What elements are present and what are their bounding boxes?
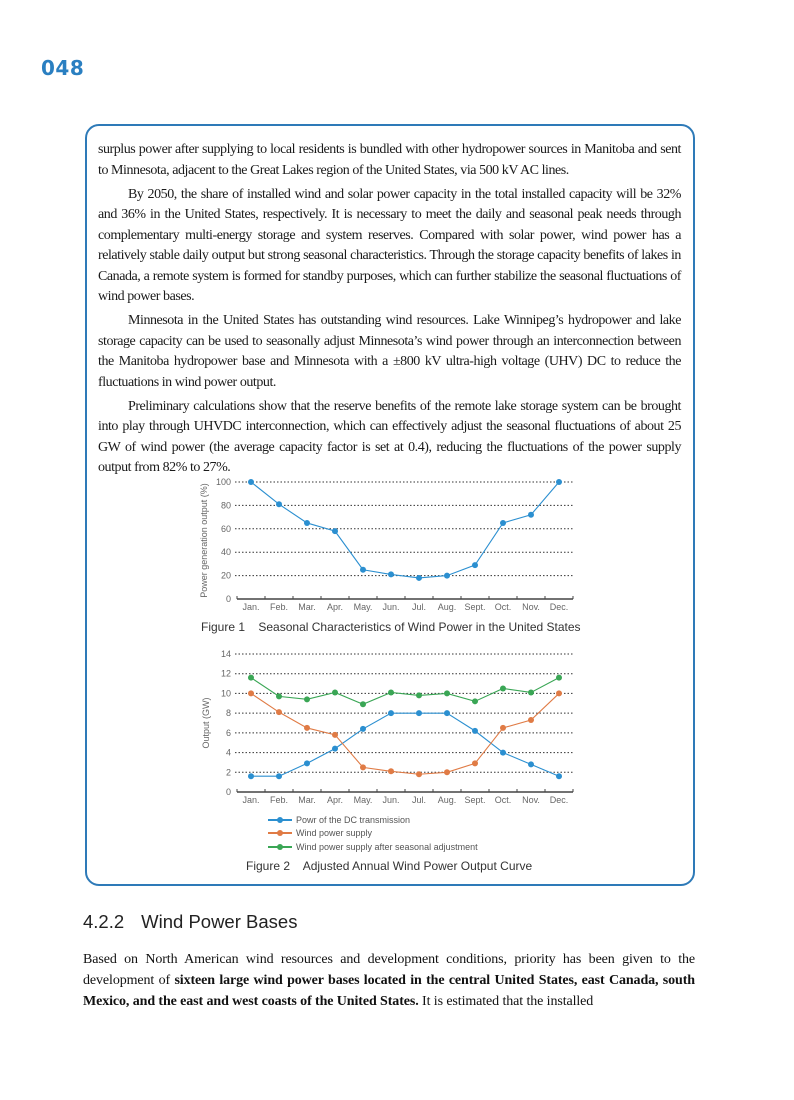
box-body-text (98, 140, 681, 482)
figure-2-caption (246, 859, 532, 873)
data-point (248, 479, 254, 485)
data-point (472, 698, 478, 704)
data-point (248, 675, 254, 681)
legend-line-icon (268, 832, 292, 834)
data-point (500, 750, 506, 756)
paragraph: Minnesota in the United States has outstanding wind resources. Lake Winnipeg’s hydropower and lake storage capacity can be used to seasonally adjust Minnesota’s wind power through an interconnection between the Manitoba hydropower base and Minnesota with a ±800 kV ultra-high voltage (UHV) DC to reduce the fluctuations in wind power output. (98, 313, 681, 390)
section-heading (83, 911, 297, 933)
y-tick-label: 80 (220, 500, 231, 511)
data-point (444, 710, 450, 716)
figure-2-legend (268, 813, 478, 854)
legend-line-icon (268, 846, 292, 848)
y-tick-label: 14 (220, 649, 231, 659)
y-tick-label: 6 (225, 727, 231, 738)
paragraph: Preliminary calculations show that the reserve benefits of the remote lake storage system can be brought into play through UHVDC interconnection, which can effectively adjust the seasonal fluctuations of about 25 GW of wind power (the average capacity factor is set at 0.4), reducing the fluctuations of the power supply output from 82% to 27%. (98, 398, 681, 475)
data-point (556, 479, 562, 485)
series-line (251, 693, 559, 774)
data-point (416, 771, 422, 777)
x-tick-label: Jul. (411, 795, 427, 805)
x-tick-label: Jun. (382, 602, 400, 612)
figure-2-chart (195, 645, 595, 810)
x-tick-label: Aug. (437, 795, 457, 805)
y-tick-label: 4 (225, 747, 231, 758)
figure-1-number: Figure 1 (201, 620, 246, 634)
y-tick-label: 0 (225, 787, 231, 797)
data-point (276, 709, 282, 715)
data-point (276, 693, 282, 699)
data-point (332, 732, 338, 738)
x-tick-label: Feb. (269, 602, 289, 612)
x-tick-label: Jan. (242, 795, 260, 805)
data-point (304, 696, 310, 702)
figure-2-title: Adjusted Annual Wind Power Output Curve (302, 859, 533, 873)
data-point (444, 769, 450, 775)
figure-2-number: Figure 2 (246, 859, 291, 873)
data-point (528, 689, 534, 695)
data-point (500, 686, 506, 692)
series-line (251, 678, 559, 705)
figure-1-title: Seasonal Characteristics of Wind Power in the United States (258, 620, 581, 634)
data-point (444, 690, 450, 696)
data-point (248, 773, 254, 779)
y-tick-label: 20 (220, 570, 231, 581)
y-tick-label: 8 (225, 708, 231, 719)
x-tick-label: Jan. (242, 602, 260, 612)
x-tick-label: Sept. (464, 602, 486, 612)
paragraph: By 2050, the share of installed wind and solar power capacity in the total installed capacity will be 32% and 36% in the United States, respectively. It is necessary to meet the daily and seasonal peak needs through complementary multi-energy storage and system reserves. Compared with solar power, wind power has a relatively stable daily output but strong seasonal characteristics. Through the storage capacity benefits of lakes in Canada, a remote system is formed for standby purposes, which can further stabilize the seasonal fluctuations of wind power bases. (98, 186, 681, 304)
data-point (304, 725, 310, 731)
legend-label: Wind power supply after seasonal adjustment (296, 841, 478, 852)
data-point (556, 773, 562, 779)
data-point (304, 760, 310, 766)
data-point (416, 692, 422, 698)
legend-item (268, 840, 478, 854)
x-tick-label: May. (353, 795, 373, 805)
data-point (360, 726, 366, 732)
y-tick-label: 100 (215, 477, 231, 487)
section-paragraph (83, 949, 695, 1012)
y-tick-label: 12 (220, 668, 231, 679)
section-number: 4.2.2 (83, 911, 125, 932)
x-tick-label: Oct. (494, 602, 512, 612)
section-title: Wind Power Bases (141, 911, 298, 932)
data-point (388, 768, 394, 774)
x-tick-label: Apr. (326, 602, 344, 612)
y-tick-label: 0 (225, 594, 231, 604)
x-tick-label: Nov. (522, 602, 540, 612)
data-point (360, 701, 366, 707)
x-tick-label: May. (353, 602, 373, 612)
legend-line-icon (268, 819, 292, 821)
data-point (388, 571, 394, 577)
x-tick-label: Nov. (522, 795, 540, 805)
x-tick-label: Mar. (298, 795, 316, 805)
data-point (416, 710, 422, 716)
data-point (472, 728, 478, 734)
data-point (472, 760, 478, 766)
para-bold-text: sixteen large wind power bases located in the central United States, east Canada, south Mexico, and the east and west coasts of the United States. (83, 973, 695, 1009)
y-axis-title: Output (GW) (201, 697, 211, 749)
data-point (416, 575, 422, 581)
para-text: Based on North American wind resources and development conditions, priority has been given to the development of (83, 952, 695, 988)
data-point (332, 528, 338, 534)
data-point (332, 689, 338, 695)
data-point (304, 520, 310, 526)
x-tick-label: Dec. (549, 602, 569, 612)
data-point (556, 690, 562, 696)
data-point (276, 501, 282, 507)
data-point (500, 725, 506, 731)
figure-1-chart (195, 472, 595, 617)
data-point (528, 512, 534, 518)
data-point (248, 690, 254, 696)
data-point (276, 773, 282, 779)
x-tick-label: Apr. (326, 795, 344, 805)
data-point (556, 675, 562, 681)
data-point (388, 710, 394, 716)
data-point (360, 764, 366, 770)
paragraph: surplus power after supplying to local residents is bundled with other hydropower sources in Manitoba and sent to Minnesota, adjacent to the Great Lakes region of the United States, via 500 kV AC lines. (98, 142, 681, 178)
x-tick-label: Aug. (437, 602, 457, 612)
data-point (500, 520, 506, 526)
x-tick-label: Jul. (411, 602, 427, 612)
figure-1-caption (201, 620, 581, 634)
x-tick-label: Jun. (382, 795, 400, 805)
x-tick-label: Oct. (494, 795, 512, 805)
legend-label: Wind power supply (296, 828, 373, 839)
x-tick-label: Dec. (549, 795, 569, 805)
x-tick-label: Mar. (298, 602, 316, 612)
legend-label: Powr of the DC transmission (296, 814, 411, 825)
y-axis-title: Power generation output (%) (199, 483, 209, 598)
y-tick-label: 10 (220, 688, 231, 699)
data-point (528, 761, 534, 767)
y-tick-label: 2 (225, 767, 231, 778)
data-point (360, 567, 366, 573)
legend-item (268, 827, 478, 841)
x-tick-label: Feb. (269, 795, 289, 805)
data-point (388, 689, 394, 695)
x-tick-label: Sept. (464, 795, 486, 805)
data-point (528, 717, 534, 723)
data-point (444, 573, 450, 579)
data-point (472, 562, 478, 568)
y-tick-label: 40 (220, 547, 231, 558)
data-point (332, 746, 338, 752)
page-number: 048 (41, 56, 85, 80)
series-line (251, 482, 559, 578)
legend-item (268, 813, 478, 827)
y-tick-label: 60 (220, 523, 231, 534)
para-text: It is estimated that the installed (418, 994, 594, 1009)
